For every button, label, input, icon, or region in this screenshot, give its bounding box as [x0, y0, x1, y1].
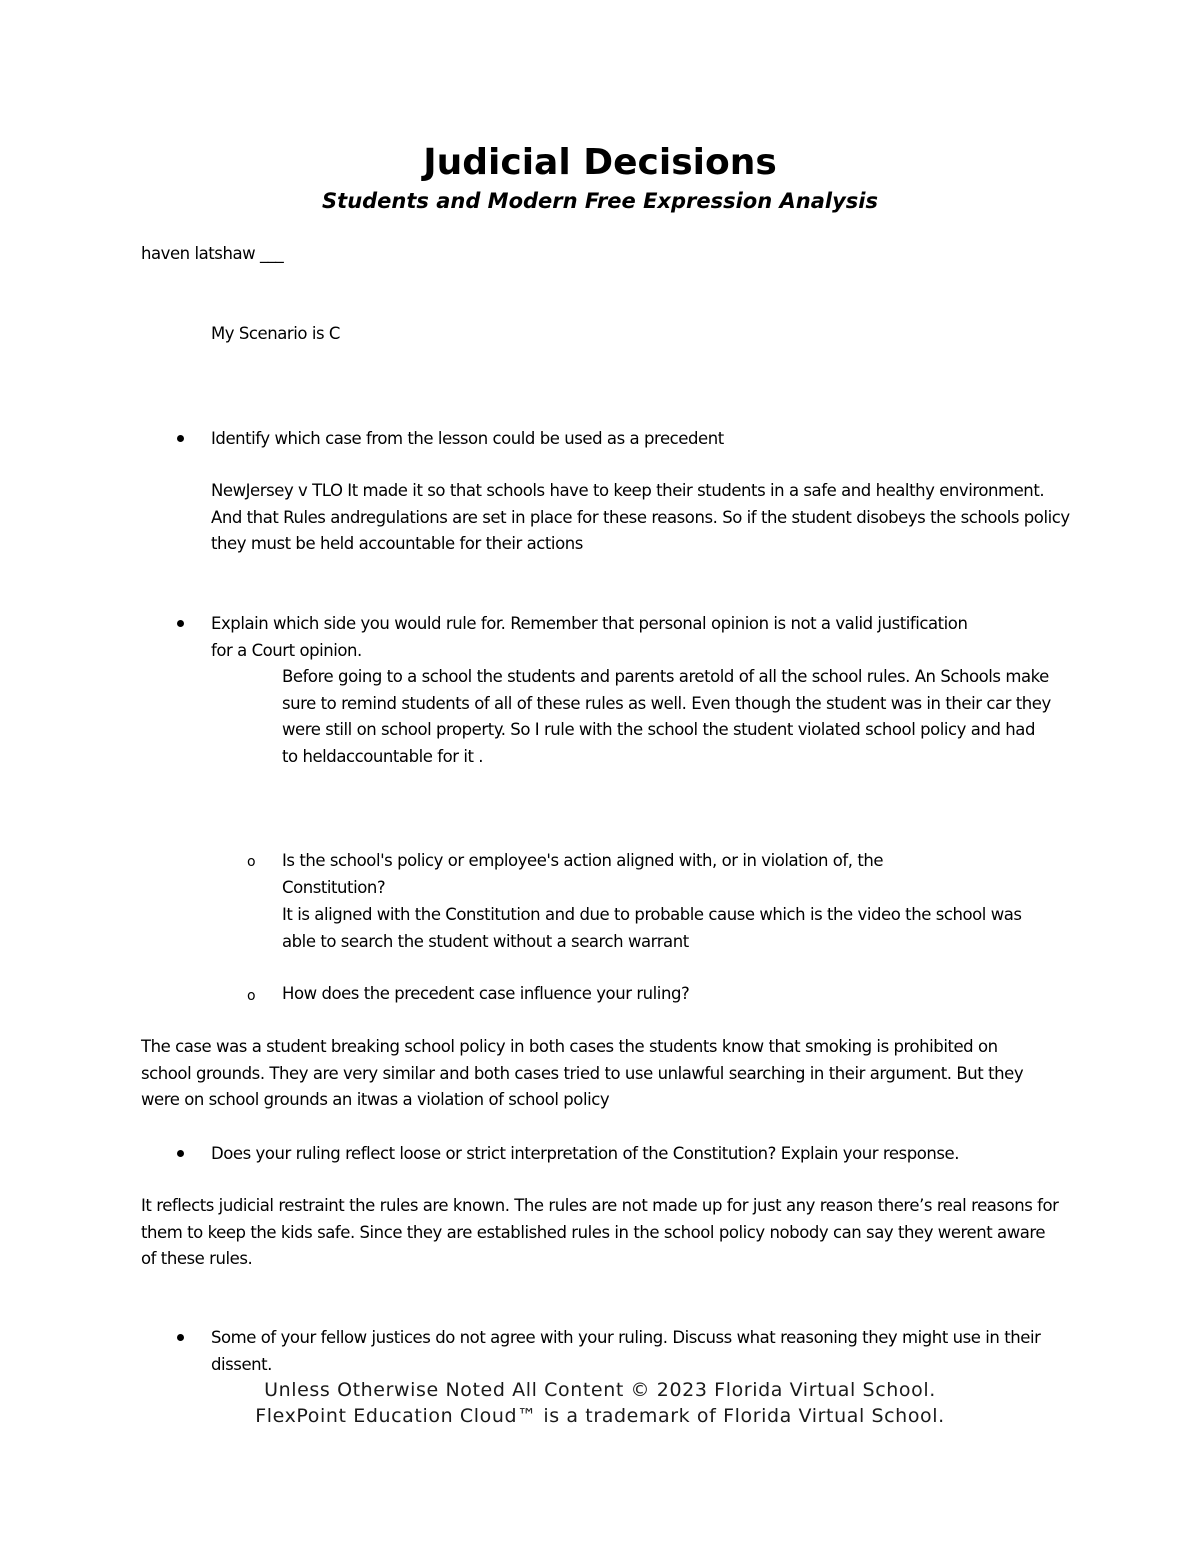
bullet-icon [177, 620, 184, 627]
answer-constitution-alignment: It is aligned with the Constitution and due to probable cause which is the video the school was able to search the student without a search warrant [282, 905, 1022, 951]
footer-copyright-line: Unless Otherwise Noted All Content © 2023 Florida Virtual School. [264, 1379, 936, 1401]
question-precedent: Identify which case from the lesson could be used as a precedent [211, 429, 724, 448]
student-name-line: haven latshaw ___ [141, 244, 284, 263]
question-ruling-side: Explain which side you would rule for. Remember that personal opinion is not a valid justification for a Court opinion. [211, 614, 968, 660]
question-interpretation: Does your ruling reflect loose or strict interpretation of the Constitution? Explain your response. [211, 1144, 960, 1163]
circle-bullet-icon: o [247, 988, 256, 1004]
footer-trademark-line: FlexPoint Education Cloud™ is a trademark of Florida Virtual School. [255, 1405, 945, 1427]
answer-interpretation: It reflects judicial restraint the rules are known. The rules are not made up for just any reason there’s real reasons for them to keep the kids safe. Since they are established rules in the school policy nobody can say they werent aware of these rules. [141, 1196, 1059, 1268]
bullet-icon [177, 1334, 184, 1341]
circle-bullet-icon: o [247, 854, 256, 870]
question-constitution-alignment: Is the school's policy or employee's action aligned with, or in violation of, the Constitution? [282, 851, 884, 897]
answer-ruling-side: Before going to a school the students and parents aretold of all the school rules. An Schools make sure to remind students of all of these rules as well. Even though the student was in their car they were still on school property. So I rule with the school the student violated school policy and had to heldaccountable for it . [282, 667, 1051, 766]
bullet-icon [177, 1150, 184, 1157]
scenario-line: My Scenario is C [211, 324, 340, 343]
question-dissent: Some of your fellow justices do not agree with your ruling. Discuss what reasoning they might use in their dissent. [211, 1328, 1041, 1374]
bullet-icon [177, 435, 184, 442]
question-precedent-influence: How does the precedent case influence your ruling? [282, 984, 690, 1003]
answer-precedent-influence: The case was a student breaking school policy in both cases the students know that smoking is prohibited on school grounds. They are very similar and both cases tried to use unlawful searching in their argument. But they were on school grounds an itwas a violation of school policy [141, 1037, 1024, 1109]
document-subtitle: Students and Modern Free Expression Analysis [322, 189, 878, 213]
copyright-footer [0, 1377, 1200, 1429]
answer-precedent: NewJersey v TLO It made it so that schools have to keep their students in a safe and healthy environment. And that Rules andregulations are set in place for these reasons. So if the student disobeys the schools policy they must be held accountable for their actions [211, 481, 1070, 553]
document-title: Judicial Decisions [423, 142, 777, 183]
